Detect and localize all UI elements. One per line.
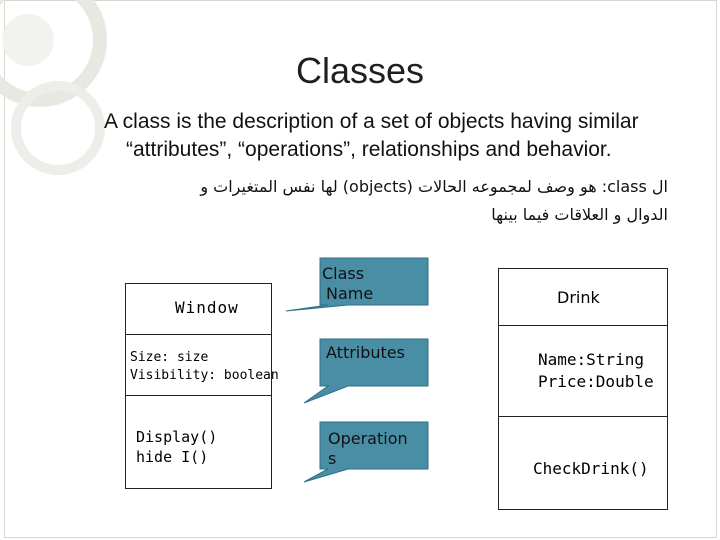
class-name-callout-label <box>322 264 373 304</box>
description-line-2: “attributes”, “operations”, relationships and behavior. <box>126 138 612 161</box>
drink-attribute: Price:Double <box>538 372 654 391</box>
window-operation: hide I() <box>136 448 209 466</box>
operations-callout-label <box>328 429 408 469</box>
drink-class-name: Drink <box>557 288 600 307</box>
callout-line: Operation <box>328 429 408 448</box>
callout-line: Name <box>326 284 374 303</box>
drink-name-compartment <box>498 268 668 326</box>
arabic-line-2: الدوال و العلاقات فيما بينها <box>491 205 668 224</box>
callout-line: s <box>328 449 337 468</box>
window-class-name: Window <box>175 298 239 317</box>
callout-line: Class <box>322 264 365 283</box>
slide-title: Classes <box>295 50 425 91</box>
window-attribute: Size: size <box>130 350 209 365</box>
arabic-line-1: ال class: هو وصف لمجموعه الحالات (objects) لها نفس المتغيرات و <box>200 177 668 196</box>
window-attribute: Visibility: boolean <box>130 368 279 383</box>
drink-attribute: Name:String <box>538 350 644 369</box>
drink-operation: CheckDrink() <box>533 459 649 478</box>
window-operation: Display() <box>136 428 218 446</box>
drink-operations-compartment <box>498 416 668 510</box>
attributes-callout-label: Attributes <box>326 343 405 362</box>
description-line-1: A class is the description of a set of objects having similar <box>104 110 639 133</box>
drink-attributes-compartment <box>498 325 668 417</box>
